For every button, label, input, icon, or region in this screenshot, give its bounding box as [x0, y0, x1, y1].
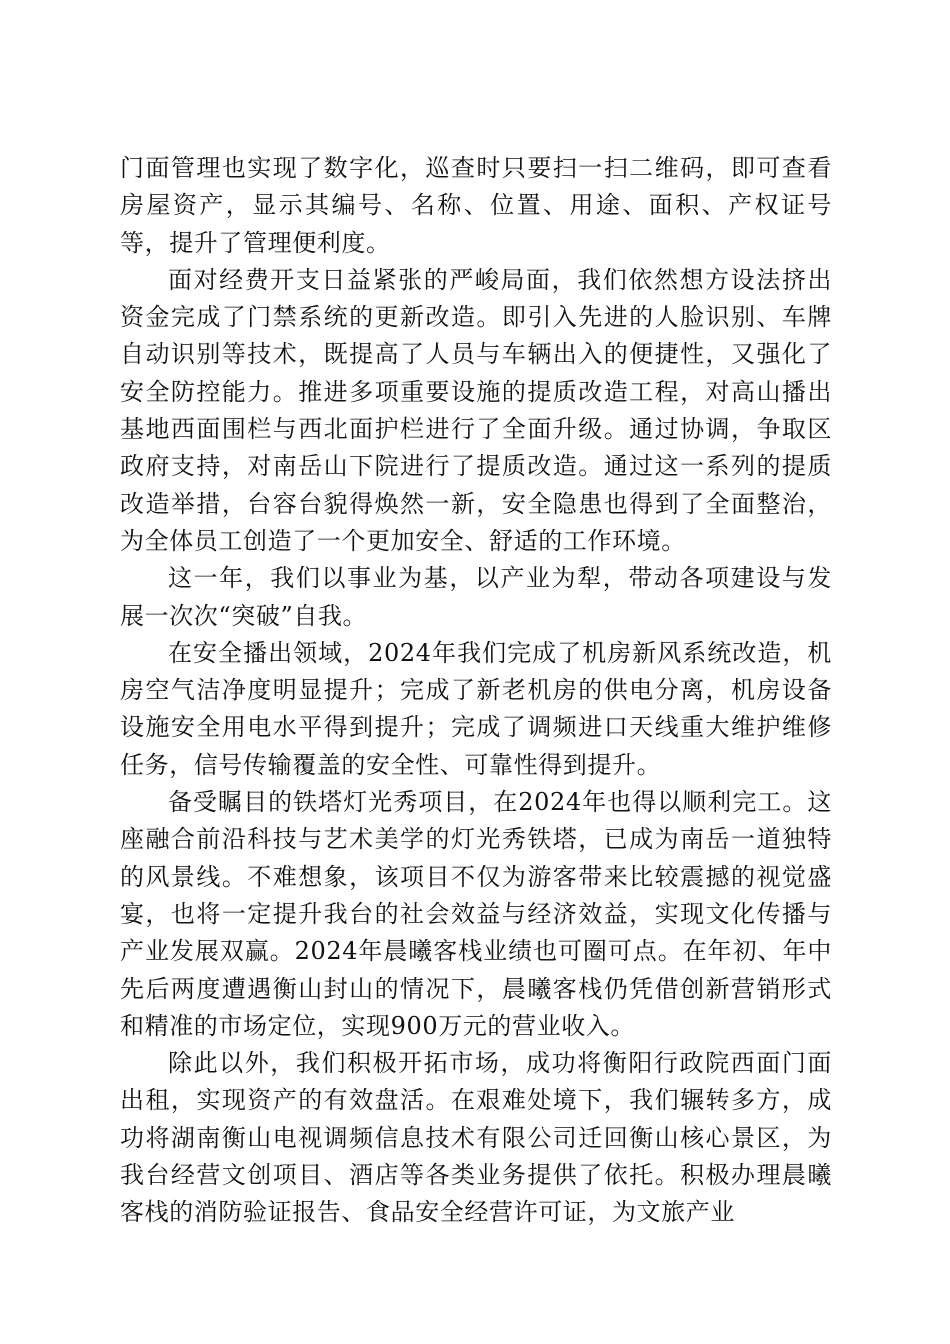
paragraph-1: 门面管理也实现了数字化，巡查时只要扫一扫二维码，即可查看房屋资产，显示其编号、名称、位置、用途、面积、产权证号等，提升了管理便利度。	[120, 154, 832, 257]
paragraph-6: 除此以外，我们积极开拓市场，成功将衡阳行政院西面门面出租，实现资产的有效盘活。在艰难处境下，我们辗转多方，成功将湖南衡山电视调频信息技术有限公司迁回衡山核心景区，为我台经营文创项目、酒店等各类业务提供了依托。积极办理晨曦客栈的消防验证报告、食品安全经营许可证，为文旅产业	[120, 1049, 832, 1227]
paragraph-4: 在安全播出领域，2024年我们完成了机房新风系统改造，机房空气洁净度明显提升；完成了新老机房的供电分离，机房设备设施安全用电水平得到提升；完成了调频进口天线重大维护维修任务，信号传输覆盖的安全性、可靠性得到提升。	[120, 638, 832, 779]
document-body	[120, 150, 832, 1232]
paragraph-2: 面对经费开支日益紧张的严峻局面，我们依然想方设法挤出资金完成了门禁系统的更新改造。即引入先进的人脸识别、车牌自动识别等技术，既提高了人员与车辆出入的便捷性，又强化了安全防控能力。推进多项重要设施的提质改造工程，对高山播出基地西面围栏与西北面护栏进行了全面升级。通过协调，争取区政府支持，对南岳山下院进行了提质改造。通过这一系列的提质改造举措，台容台貌得焕然一新，安全隐患也得到了全面整治，为全体员工创造了一个更加安全、舒适的工作环境。	[120, 265, 832, 555]
paragraph-5: 备受瞩目的铁塔灯光秀项目，在2024年也得以顺利完工。这座融合前沿科技与艺术美学的灯光秀铁塔，已成为南岳一道独特的风景线。不难想象，该项目不仅为游客带来比较震撼的视觉盛宴，也将一定提升我台的社会效益与经济效益，实现文化传播与产业发展双赢。2024年晨曦客栈业绩也可圈可点。在年初、年中先后两度遭遇衡山封山的情况下，晨曦客栈仍凭借创新营销形式和精准的市场定位，实现900万元的营业收入。	[120, 788, 832, 1040]
paragraph-3: 这一年，我们以事业为基，以产业为犁，带动各项建设与发展一次次“突破”自我。	[120, 564, 832, 630]
